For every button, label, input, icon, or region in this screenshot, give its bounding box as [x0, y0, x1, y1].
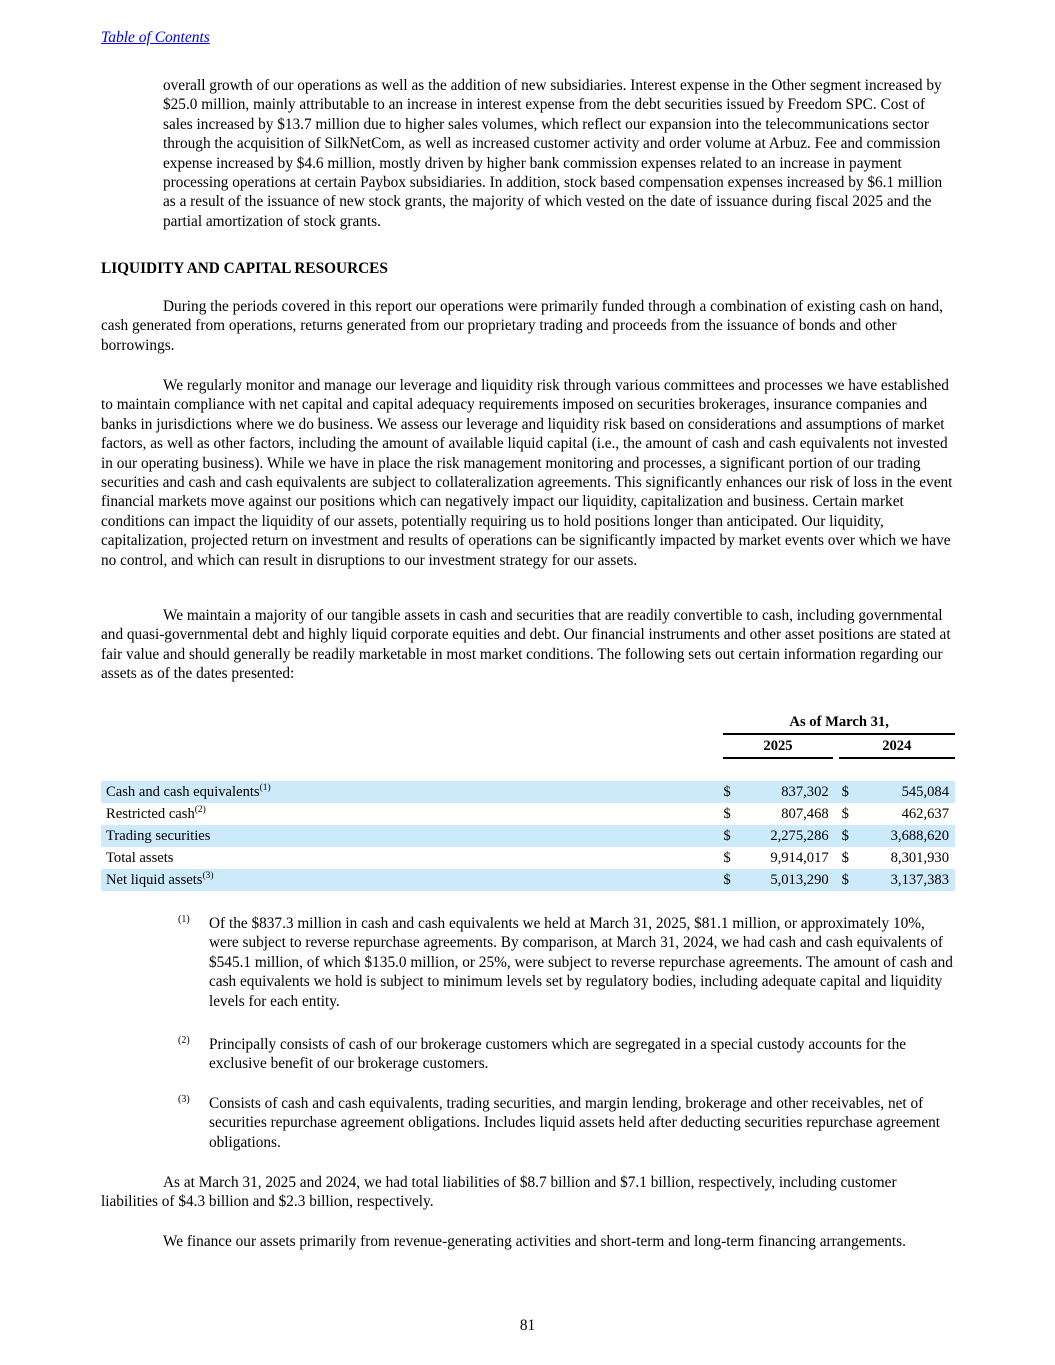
value-2024: 462,637 [901, 806, 949, 822]
footnote-text: Consists of cash and cash equivalents, trading securities, and margin lending, brokerage and other receivables, net of securities repurchase agreement obligations. Includes liquid assets held after deducting securities repurchase agreement obligations. [209, 1095, 940, 1151]
footnote-2 [178, 1035, 958, 1074]
paragraph-text: We maintain a majority of our tangible assets in cash and securities that are readily convertible to cash, including governmental and quasi-governmental debt and highly liquid corporate equities and debt. Our financial instruments and other asset positions are stated at fair value and should generally be readily marketable in most market conditions. The following sets out certain information regarding our assets as of the dates presented: [101, 607, 951, 683]
row-label: Trading securities [101, 825, 711, 847]
value-2025: 807,468 [781, 806, 829, 822]
currency-symbol: $ [841, 806, 849, 822]
currency-symbol: $ [711, 869, 743, 891]
value-2024: 8,301,930 [890, 850, 949, 866]
paragraph-funding [101, 297, 956, 355]
column-header-2024: 2024 [839, 735, 955, 759]
currency-symbol: $ [711, 825, 743, 847]
table-row [101, 847, 955, 869]
value-2024: 3,137,383 [861, 869, 955, 891]
footnote-mark: (3) [178, 1094, 190, 1105]
section-heading-block [101, 259, 956, 278]
intro-paragraph [163, 76, 955, 231]
footnote-ref: (3) [202, 871, 214, 881]
value-2025: 5,013,290 [743, 869, 833, 891]
value-2024: 3,688,620 [861, 825, 955, 847]
row-label: Cash and cash equivalents$^{(1)}$ [101, 781, 711, 803]
currency-symbol: $ [841, 850, 849, 866]
row-label: Net liquid assets$^{(3)}$ [101, 869, 711, 891]
assets-table [101, 711, 955, 891]
paragraph-text: During the periods covered in this report our operations were primarily funded through a combination of existing cash on hand, cash generated from operations, returns generated from our proprietary trading and proceeds from the issuance of bonds and other borrowings. [101, 298, 943, 354]
page-number: 81 [519, 1317, 536, 1334]
table-row [101, 825, 955, 847]
paragraph-text: As at March 31, 2025 and 2024, we had total liabilities of $8.7 billion and $7.1 billion, respectively, including customer liabilities of $4.3 billion and $2.3 billion, respectively. [101, 1174, 897, 1211]
value-2025: 9,914,017 [770, 850, 829, 866]
paragraph-assets [101, 606, 956, 684]
table-group-header-row [101, 711, 955, 735]
row-label: Restricted cash$^{(2)}$ [106, 805, 206, 822]
currency-symbol: $ [839, 781, 862, 803]
table-row [101, 803, 955, 825]
paragraph-financing [101, 1232, 956, 1251]
footnote-1 [178, 914, 958, 1011]
section-heading: LIQUIDITY AND CAPITAL RESOURCES [101, 260, 388, 277]
group-header: As of March 31, [723, 711, 955, 735]
table-of-contents-link[interactable]: Table of Contents [101, 29, 210, 46]
table-row [101, 869, 955, 891]
currency-symbol: $ [839, 869, 862, 891]
intro-paragraph-text: overall growth of our operations as well as the addition of new subsidiaries. Interest expense in the Other segment increased by $25.0 million, mainly attributable to an increase in interest expense from the debt securities issued by Freedom SPC. Cost of sales increased by $13.7 million due to higher sales volumes, which reflect our expansion into the telecommunications sector through the acquisition of SilkNetCom, as well as increased customer activity and order volume at Arbuz. Fee and commission expense increased by $4.6 million, mostly driven by higher bank commission expenses related to an increase in payment processing operations at certain Paybox subsidiaries. In addition, stock based compensation expenses increased by $6.1 million as a result of the issuance of new stock grants, the majority of which vested on the date of issuance during fiscal 2025 and the partial amortization of stock grants. [163, 77, 943, 230]
footnote-mark: (1) [178, 914, 190, 925]
paragraph-text: We finance our assets primarily from revenue-generating activities and short-term and long-term financing arrangements. [163, 1233, 906, 1250]
footnote-text: Principally consists of cash of our brokerage customers which are segregated in a special custody accounts for the exclusive benefit of our brokerage customers. [209, 1036, 907, 1073]
value-2025: 2,275,286 [743, 825, 833, 847]
paragraph-liabilities [101, 1173, 956, 1212]
footnote-ref: (1) [259, 783, 271, 793]
value-2025: 837,302 [743, 781, 833, 803]
currency-symbol: $ [711, 781, 743, 803]
paragraph-risk [101, 376, 956, 570]
value-2024: 545,084 [861, 781, 955, 803]
table-year-header-row [101, 735, 955, 759]
footnote-3 [178, 1094, 958, 1152]
paragraph-text: We regularly monitor and manage our leverage and liquidity risk through various committees and processes we have established to maintain compliance with net capital and capital adequacy requirements imposed on securities brokerages, insurance companies and banks in jurisdictions where we do business. We assess our leverage and liquidity risk based on considerations and assumptions of market factors, as well as other factors, including the amount of available liquid capital (i.e., the amount of cash and cash equivalents not invested in our operating business). While we have in place the risk management monitoring and processes, a significant portion of our trading securities and cash and cash equivalents are subject to collateralization agreements. This significantly enhances our risk of loss in the event financial markets move against our positions which can negatively impact our liquidity, capitalization and business. Certain market conditions can impact the liquidity of our assets, potentially requiring us to hold positions longer than anticipated. Our liquidity, capitalization, projected return on investment and results of operations can be significantly impacted by market events over which we have no control, and which can result in disruptions to our investment strategy for our assets. [101, 377, 953, 569]
row-label: Total assets [106, 850, 174, 866]
currency-symbol: $ [839, 825, 862, 847]
footnote-mark: (2) [178, 1035, 190, 1046]
currency-symbol: $ [723, 806, 731, 822]
footnote-ref: (2) [194, 805, 206, 815]
column-header-2025: 2025 [723, 735, 832, 759]
currency-symbol: $ [723, 850, 731, 866]
footnote-text: Of the $837.3 million in cash and cash equivalents we held at March 31, 2025, $81.1 million, or approximately 10%, were subject to reverse repurchase agreements. By comparison, at March 31, 2024, we had cash and cash equivalents of $545.1 million, of which $135.0 million, or 25%, were subject to reverse repurchase agreements. The amount of cash and cash equivalents we hold is subject to minimum levels set by regulatory bodies, including adequate capital and liquidity levels for each entity. [209, 915, 953, 1010]
table-row [101, 781, 955, 803]
